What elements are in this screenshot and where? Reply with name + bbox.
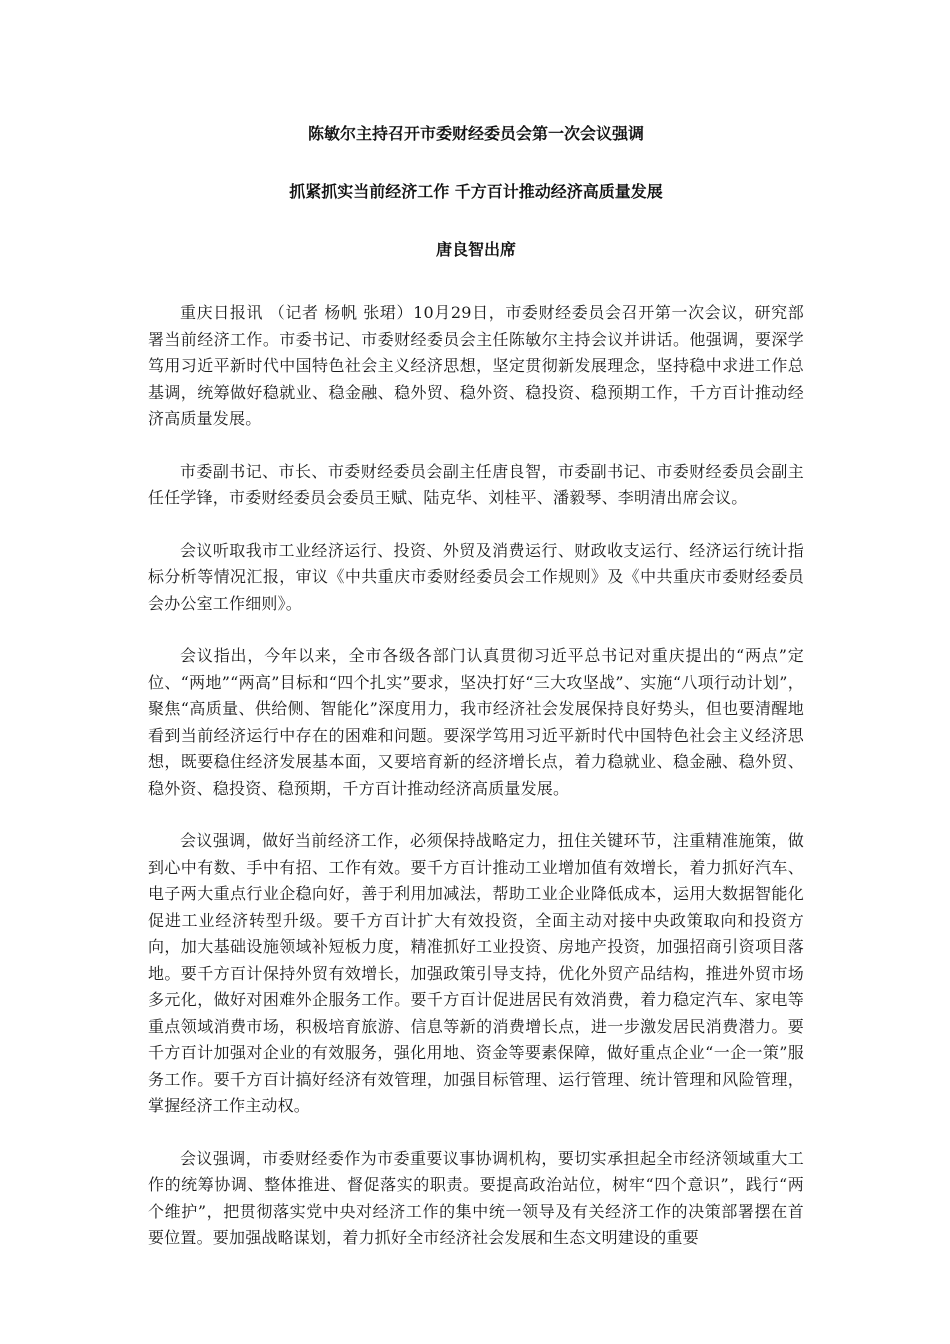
- paragraph-6: 会议强调，市委财经委作为市委重要议事协调机构，要切实承担起全市经济领域重大工作的统筹协调、整体推进、督促落实的职责。要提高政治站位，树牢“四个意识”，践行“两个维护”，把贯彻落实党中央对经济工作的集中统一领导及有关经济工作的决策部署摆在首要位置。要加强战略谋划，着力抓好全市经济社会发展和生态文明建设的重要: [148, 1148, 804, 1247]
- document-page: [148, 122, 804, 1278]
- headline-title: 陈敏尔主持召开市委财经委员会第一次会议强调: [307, 124, 644, 143]
- headline-subtitle: 抓紧抓实当前经济工作 千方百计推动经济高质量发展: [289, 182, 663, 201]
- paragraph-1: 重庆日报讯 （记者 杨帆 张珺）10月29日，市委财经委员会召开第一次会议，研究部署当前经济工作。市委书记、市委财经委员会主任陈敏尔主持会议并讲话。他强调，要深学笃用习近平新时代中国特色社会主义经济思想，坚定贯彻新发展理念，坚持稳中求进工作总基调，统筹做好稳就业、稳金融、稳外贸、稳外资、稳投资、稳预期工作，千方百计推动经济高质量发展。: [148, 303, 804, 428]
- paragraph-5: 会议强调，做好当前经济工作，必须保持战略定力，扭住关键环节，注重精准施策，做到心中有数、手中有招、工作有效。要千方百计推动工业增加值有效增长，着力抓好汽车、电子两大重点行业企稳向好，善于利用加减法，帮助工业企业降低成本，运用大数据智能化促进工业经济转型升级。要千方百计扩大有效投资，全面主动对接中央政策取向和投资方向，加大基础设施领域补短板力度，精准抓好工业投资、房地产投资，加强招商引资项目落地。要千方百计保持外贸有效增长，加强政策引导支持，优化外贸产品结构，推进外贸市场多元化，做好对困难外企服务工作。要千方百计促进居民有效消费，着力稳定汽车、家电等重点领域消费市场，积极培育旅游、信息等新的消费增长点，进一步激发居民消费潜力。要千方百计加强对企业的有效服务，强化用地、资金等要素保障，做好重点企业“一企一策”服务工作。要千方百计搞好经济有效管理，加强目标管理、运行管理、统计管理和风险管理，掌握经济工作主动权。: [148, 831, 804, 1115]
- paragraph-3: 会议听取我市工业经济运行、投资、外贸及消费运行、财政收支运行、经济运行统计指标分析等情况汇报，审议《中共重庆市委财经委员会工作规则》及《中共重庆市委财经委员会办公室工作细则》。: [148, 540, 804, 613]
- paragraph-2: 市委副书记、市长、市委财经委员会副主任唐良智，市委副书记、市委财经委员会副主任任学锋，市委财经委员会委员王赋、陆克华、刘桂平、潘毅琴、李明清出席会议。: [148, 461, 804, 507]
- paragraph-4: 会议指出，今年以来，全市各级各部门认真贯彻习近平总书记对重庆提出的“两点”定位、“两地”“两高”目标和“四个扎实”要求，坚决打好“三大攻坚战”、实施“八项行动计划”，聚焦“高质量、供给侧、智能化”深度用力，我市经济社会发展保持良好势头，但也要清醒地看到当前经济运行中存在的困难和问题。要深学笃用习近平新时代中国特色社会主义经济思想，既要稳住经济发展基本面，又要培育新的经济增长点，着力稳就业、稳金融、稳外贸、稳外资、稳投资、稳预期，千方百计推动经济高质量发展。: [148, 646, 804, 798]
- headline-attendee: 唐良智出席: [435, 240, 516, 259]
